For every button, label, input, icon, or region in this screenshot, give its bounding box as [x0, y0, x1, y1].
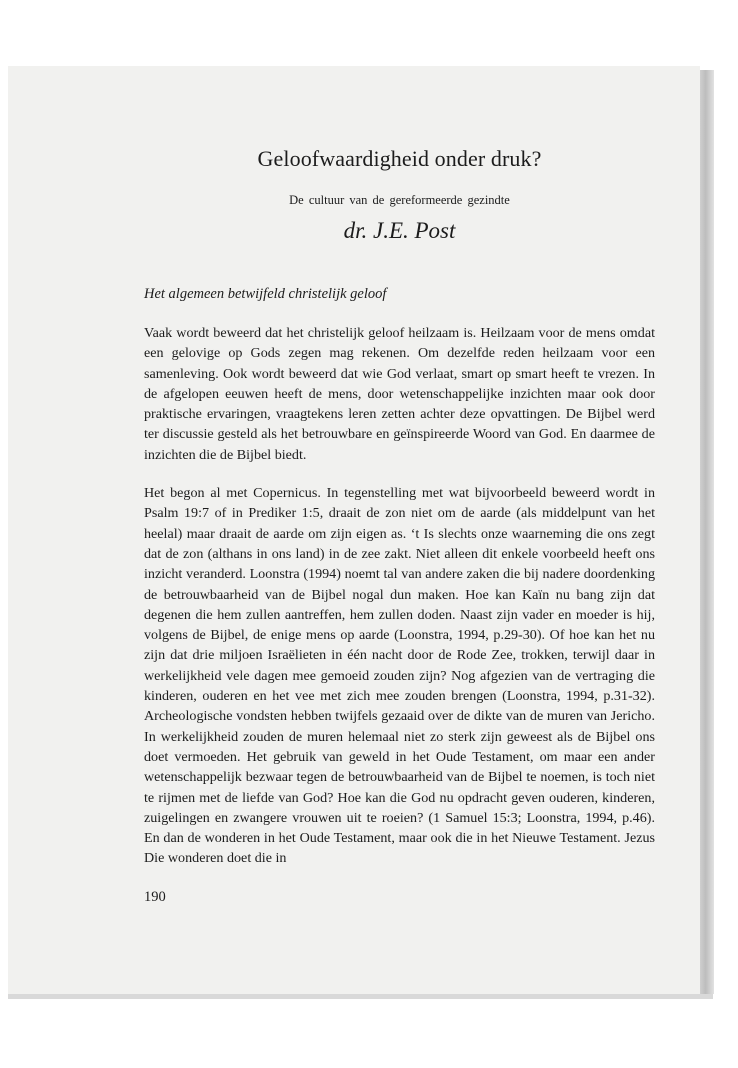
chapter-subtitle: De cultuur van de gereformeerde gezindte: [289, 193, 510, 207]
paragraph-2: Het begon al met Copernicus. In tegenstelling met wat bijvoorbeeld beweerd wordt in Psalm 19:7 of in Prediker 1:5, draait de zon niet om de aarde (als middelpunt van het heelal) maar draait de aarde om zijn eigen as. ‘t Is slechts onze waarneming die ons zegt dat de zon (althans in ons land) in de zee zakt. Niet alleen dit enkele voorbeeld heeft ons inzicht veranderd. Loonstra (1994) noemt tal van andere zaken die bij nadere doordenking de betrouwbaarheid van de Bijbel nogal dun maken. Hoe kan Kaïn nu bang zijn dat degenen die hem zullen aantreffen, hem zullen doden. Naast zijn vader en moeder is hij, volgens de Bijbel, de enige mens op aarde (Loonstra, 1994, p.29-30). Of hoe kan het nu zijn dat drie miljoen Israëlieten in één nacht door de Rode Zee, trokken, terwijl daar in werkelijkheid vele dagen mee gemoeid zouden zijn? Nog afgezien van de vertraging die kinderen, ouderen en het vee met zich mee zouden brengen (Loonstra, 1994, p.31-32). Archeologische vondsten hebben twijfels gezaaid over de dikte van de muren van Jericho. In werkelijkheid zouden de muren helemaal niet zo sterk zijn geweest als de Bijbel ons doet vermoeden. Het gebruik van geweld in het Oude Testament, om maar een ander wetenschappelijk bezwaar tegen de betrouwbaarheid van de Bijbel te noemen, is toch niet te rijmen met de liefde van God? Hoe kan die God nu opdracht geven ouderen, kinderen, zuigelingen en zwangere vrouwen uit te roeien? (1 Samuel 15:3; Loonstra, 1994, p.46). En dan de wonderen in het Oude Testament, maar ook die in het Nieuwe Testament. Jezus Die wonderen doet die in: [144, 485, 655, 867]
page-number: 190: [144, 889, 166, 905]
paragraph-1: Vaak wordt beweerd dat het christelijk geloof heilzaam is. Heilzaam voor de mens omdat een gelovige op Gods zegen mag rekenen. Om dezelfde reden heilzaam voor een samenleving. Ook wordt beweerd dat wie God verlaat, smart op smart heeft te vrezen. In de afgelopen eeuwen heeft de mens, door wetenschappelijke inzichten maar ook door praktische ervaringen, vraagtekens leren zetten achter deze opvattingen. De Bijbel werd ter discussie gesteld als het betrouwbare en geïnspireerde Woord van God. En daarmee de inzichten die de Bijbel biedt.: [144, 325, 655, 463]
section-heading: Het algemeen betwijfeld christelijk geloof: [144, 286, 387, 302]
chapter-title: Geloofwaardigheid onder druk?: [257, 146, 542, 171]
page-content: [144, 146, 655, 883]
chapter-author: dr. J.E. Post: [343, 218, 456, 243]
book-page-edge: [700, 70, 714, 994]
